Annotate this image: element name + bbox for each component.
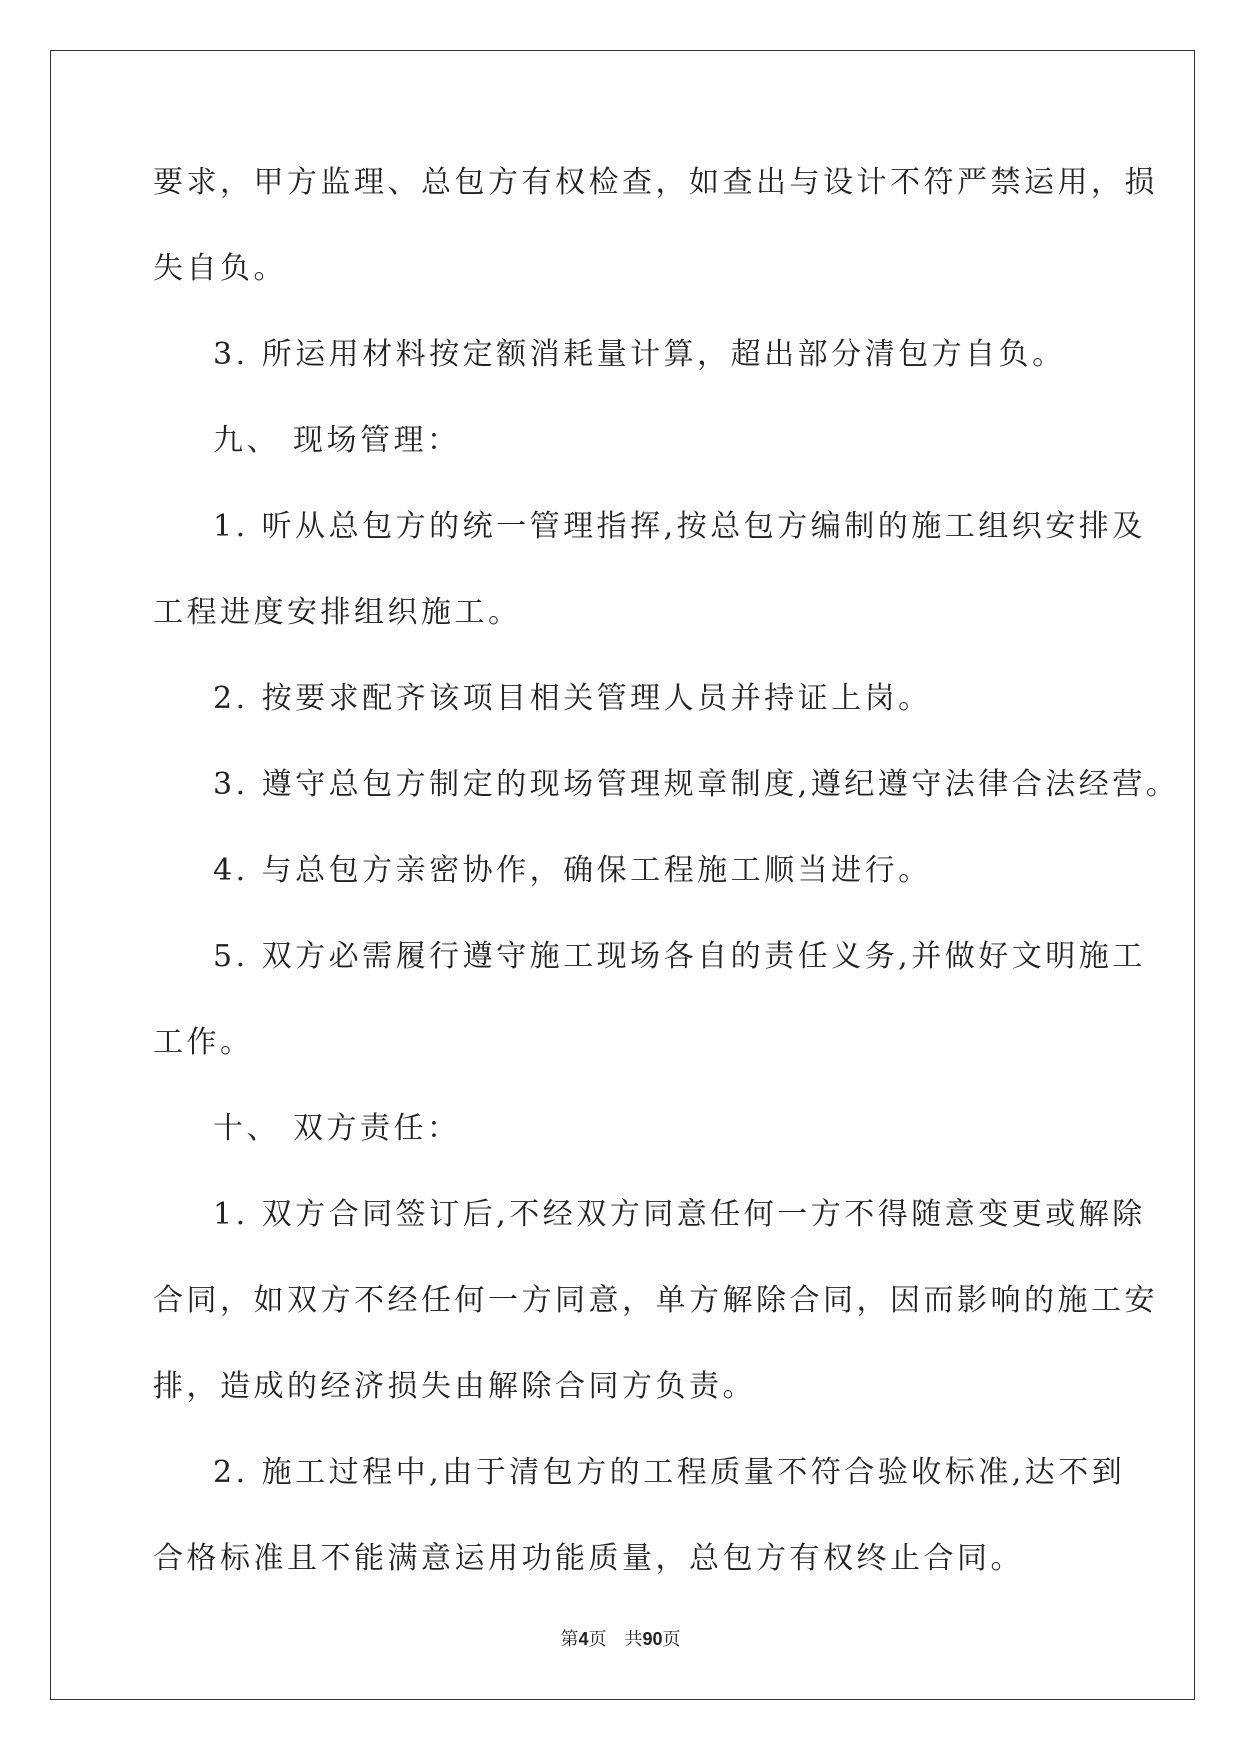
- paragraph-line: 1. 听从总包方的统一管理指挥,按总包方编制的施工组织安排及: [213, 509, 1146, 544]
- page-footer: [0, 1627, 1241, 1652]
- paragraph-line: 要求，甲方监理、总包方有权检查，如查出与设计不符严禁运用，损: [153, 165, 1158, 200]
- paragraph-line: 2. 按要求配齐该项目相关管理人员并持证上岗。: [213, 681, 932, 716]
- total-prefix: 共: [624, 1629, 643, 1650]
- section-heading: 九、 现场管理：: [213, 423, 461, 458]
- document-body: [153, 162, 1180, 1624]
- page-suffix: 页: [588, 1629, 607, 1650]
- paragraph-line: 3. 遵守总包方制定的现场管理规章制度,遵纪遵守法律合法经营。: [213, 767, 1180, 802]
- paragraph-line: 3. 所运用材料按定额消耗量计算，超出部分清包方自负。: [213, 337, 1066, 372]
- paragraph-line: 排，造成的经济损失由解除合同方负责。: [153, 1369, 756, 1404]
- section-heading: 十、 双方责任：: [213, 1111, 461, 1146]
- total-suffix: 页: [662, 1629, 681, 1650]
- paragraph-line: 工作。: [153, 1025, 254, 1060]
- total-pages: 90: [642, 1629, 663, 1649]
- paragraph-line: 合格标准且不能满意运用功能质量，总包方有权终止合同。: [153, 1541, 1024, 1576]
- page-number: 4: [578, 1629, 589, 1649]
- paragraph-line: 4. 与总包方亲密协作，确保工程施工顺当进行。: [213, 853, 932, 888]
- paragraph-line: 合同，如双方不经任何一方同意，单方解除合同，因而影响的施工安: [153, 1283, 1158, 1318]
- page-prefix: 第: [560, 1629, 579, 1650]
- paragraph-line: 2. 施工过程中,由于清包方的工程质量不符合验收标准,达不到: [213, 1455, 1126, 1490]
- paragraph-line: 1. 双方合同签订后,不经双方同意任何一方不得随意变更或解除: [213, 1197, 1146, 1232]
- paragraph-line: 失自负。: [153, 251, 287, 286]
- paragraph-line: 工程进度安排组织施工。: [153, 595, 522, 630]
- paragraph-line: 5. 双方必需履行遵守施工现场各自的责任义务,并做好文明施工: [213, 939, 1146, 974]
